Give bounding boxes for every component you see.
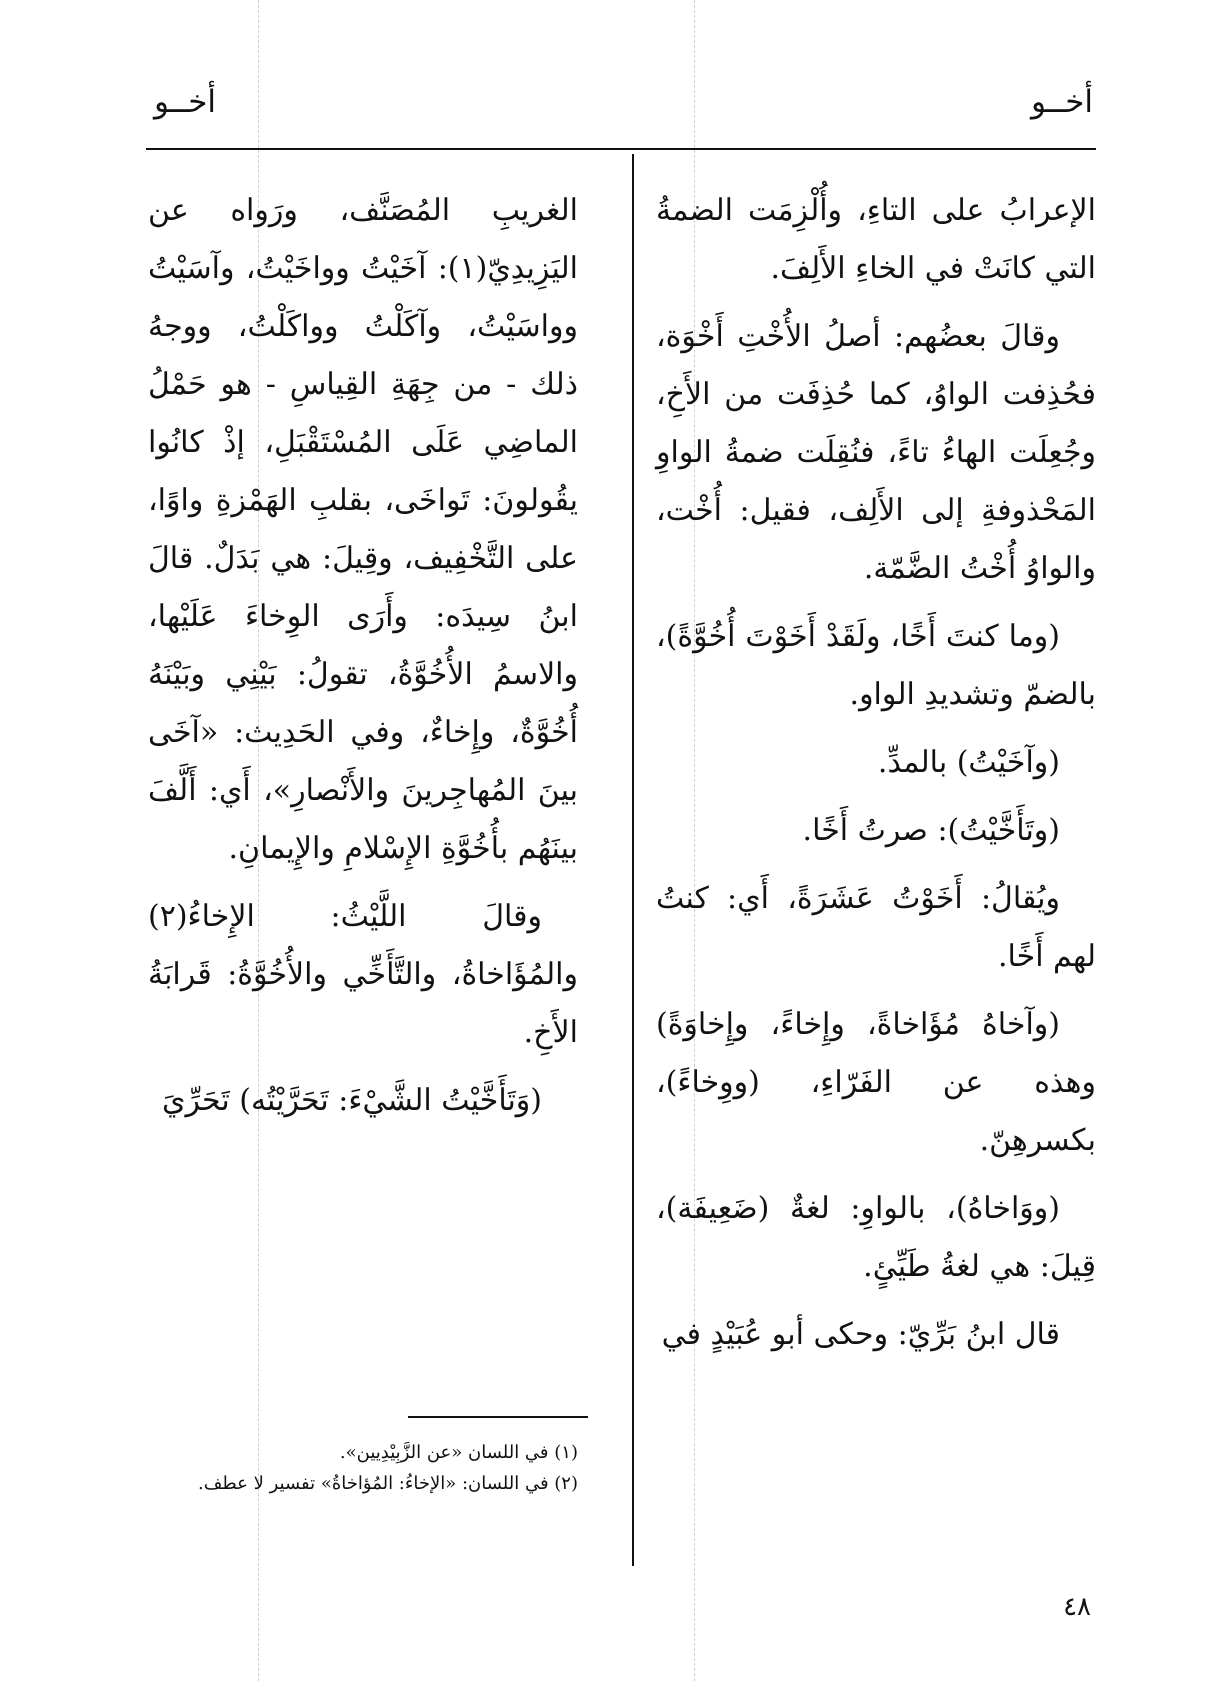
running-header-left: أخــو [154, 84, 216, 120]
right-column [656, 182, 1096, 1374]
paragraph: وقالَ بعضُهم: أصلُ الأُخْتِ أَخْوَة، فحُذِفت الواوُ، كما حُذِفَت من الأَخِ، وجُعِلَت الهاءُ تاءً، فنُقِلَت ضمةُ الواوِ المَحْذوفةِ إلى الأَلِف، فقيل: أُخْت، والواوُ أُخْتُ الضَّمّة. [656, 319, 1096, 586]
paragraph: (وما كنتَ أَخًا، ولَقَدْ أَخَوْتَ أُخُوَّةً)، بالضمّ وتشديدِ الواو. [656, 619, 1096, 712]
footnotes [148, 1437, 578, 1499]
running-header-right: أخــو [1031, 84, 1093, 120]
paragraph: الإعرابُ على التاءِ، وأُلْزِمَت الضمةُ التي كانَتْ في الخاءِ الأَلِفَ. [656, 193, 1096, 286]
paragraph: وقالَ اللَّيْثُ: الإِخاءُ(٢) والمُؤَاخاةُ، والتَّأَخِّي والأُخُوَّةُ: قَرابَةُ الأَخِ. [148, 899, 578, 1050]
paragraph: الغريبِ المُصَنَّف، ورَواه عن اليَزِيدِيّ(١): آخَيْتُ وواخَيْتُ، وآسَيْتُ وواسَيْتُ، وآكَلْتُ وواكَلْتُ، ووجهُ ذلك - من جِهَةِ القِياسِ - هو حَمْلُ الماضِي عَلَى المُسْتَقْبَلِ، إذْ كانُوا يقُولونَ: تَواخَى، بقلبِ الهَمْزةِ واوًا، على التَّخْفِيف، وقِيلَ: هي بَدَلٌ. قالَ ابنُ سِيدَه: وأَرَى الوِخاءَ عَلَيْها، والاسمُ الأُخُوَّةُ، تقولُ: بَيْنِي وبَيْنَهُ أُخُوَّةٌ، وإِخاءٌ، وفي الحَدِيث: «آخَى بينَ المُهاجِرينَ والأَنْصارِ»، أَي: أَلَّفَ بينَهُم بأُخُوَّةِ الإِسْلامِ والإِيمانِ. [148, 193, 578, 866]
paragraph: (وتَأَخَّيْتُ): صرتُ أَخًا. [802, 813, 1060, 848]
header-rule [146, 148, 1096, 150]
paragraph: (وآخاهُ مُؤَاخاةً، وإِخاءً، وإِخاوَةً) وهذه عن الفَرّاءِ، (ووِخاءً)، بكسرهِنّ. [656, 1007, 1096, 1158]
paragraph: ويُقالُ: أَخَوْتُ عَشَرَةً، أَي: كنتُ لهم أَخًا. [656, 881, 1096, 974]
paragraph: قال ابنُ بَرِّيّ: وحكى أبو عُبَيْدٍ في [661, 1317, 1060, 1352]
paragraph: (وآخَيْتُ) بالمدِّ. [877, 745, 1060, 780]
footnote: (١) في اللسان «عن الزَّبِيْدِيين». [339, 1442, 578, 1463]
footnote: (٢) في اللسان: «الإخاءُ: المُؤاخاةُ» تفسير لا عطف. [198, 1473, 578, 1494]
footnote-rule [408, 1416, 588, 1418]
page-number: ٤٨ [1063, 1592, 1091, 1622]
paragraph: (وَتَأَخَّيْتُ الشَّيْءَ: تَحَرَّيْتُه) تَحَرِّيَ [161, 1083, 542, 1118]
column-divider [632, 154, 634, 1566]
paragraph: (ووَاخاهُ)، بالواوِ: لغةٌ (ضَعِيفَة)، قِيلَ: هي لغةُ طَيِّئٍ. [656, 1191, 1096, 1284]
left-column [148, 182, 578, 1140]
